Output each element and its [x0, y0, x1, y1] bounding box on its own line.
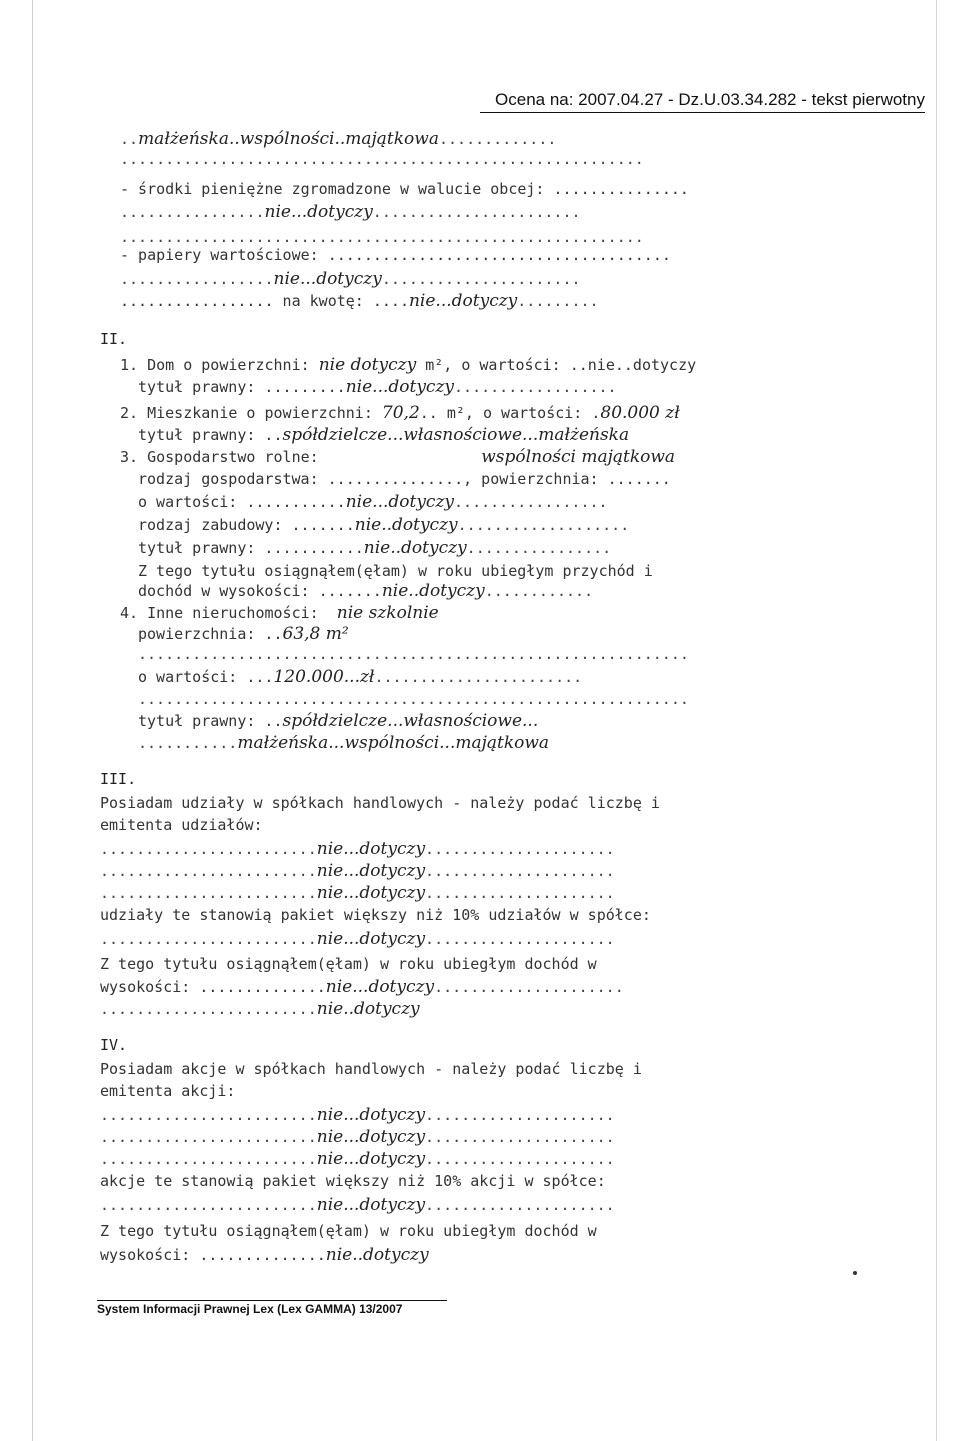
footer-text: System Informacji Prawnej Lex (Lex GAMMA) 13/2007 [97, 1302, 403, 1316]
line-kwota: ................. na kwotę: ....nie...dotyczy......... [120, 291, 599, 311]
line-srodki-answer: ................nie...dotyczy....................... [120, 202, 581, 222]
section-ii: II. [100, 330, 128, 348]
line-mieszkanie: 2. Mieszkanie o powierzchni: 70,2.. m², o wartości: .80.000 zł [120, 403, 680, 423]
line-udzialy-2: ........................nie...dotyczy..................... [100, 861, 615, 881]
line-emitenta-udzialow: emitenta udziałów: [100, 816, 263, 834]
line-akcje-pakiet-answer: ........................nie...dotyczy..................... [100, 1195, 615, 1215]
line-dochod: dochód w wysokości: .......nie..dotyczy............ [138, 581, 594, 601]
line-udzialy-pakiet-answer: ........................nie...dotyczy..................... [100, 929, 615, 949]
line-akcje-wysokosc: wysokości: ..............nie..dotyczy [100, 1245, 429, 1265]
line-akcje-1: ........................nie...dotyczy..................... [100, 1105, 615, 1125]
section-iii: III. [100, 770, 137, 788]
line-emitenta-akcji: emitenta akcji: [100, 1082, 236, 1100]
line-mieszkanie-tytul: tytuł prawny: ..spółdzielcze...własnościowe...małżeńska [138, 425, 630, 445]
page-header [480, 90, 925, 113]
line-dom: 1. Dom o powierzchni: nie dotyczy m², o wartości: ..nie..dotyczy [120, 355, 697, 375]
line-inne-wartosc: o wartości: ...120.000...zł....................... [138, 667, 583, 687]
line-rodzaj-zabudowy: rodzaj zabudowy: .......nie..dotyczy................... [138, 515, 630, 535]
line-udzialy: Posiadam udziały w spółkach handlowych - należy podać liczbę i [100, 794, 660, 812]
line-gospodarstwo: 3. Gospodarstwo rolne: wspólności majątkowa [120, 447, 676, 467]
line-inne: 4. Inne nieruchomości: nie szkolnie [120, 603, 439, 623]
line-gosp-tytul: tytuł prawny: ...........nie..dotyczy................ [138, 538, 612, 558]
scan-edge-right [936, 0, 937, 1441]
line-udzialy-1: ........................nie...dotyczy..................... [100, 839, 615, 859]
line-akcje-dochod: Z tego tytułu osiągnąłem(ęłam) w roku ubiegłym dochód w [100, 1222, 597, 1240]
line-akcje-2: ........................nie...dotyczy..................... [100, 1127, 615, 1147]
scan-edge-left [32, 0, 33, 1441]
line-akcje-3: ........................nie...dotyczy..................... [100, 1149, 615, 1169]
line-papiery-answer: .................nie...dotyczy...................... [120, 269, 581, 289]
line-akcje-pakiet: akcje te stanowią pakiet większy niż 10% akcji w spółce: [100, 1172, 606, 1190]
section-iv: IV. [100, 1036, 128, 1054]
page-footer [97, 1300, 447, 1316]
line-dots: .......................................................... [120, 228, 644, 246]
line-srodki: - środki pieniężne zgromadzone w walucie obcej: ............... [120, 180, 689, 198]
line-inne-tytul-cont: ...........małżeńska...wspólności...majątkowa [138, 733, 550, 753]
stray-mark [853, 1271, 857, 1275]
line-papiery: - papiery wartościowe: ...................................... [120, 246, 671, 264]
line-akcje: Posiadam akcje w spółkach handlowych - należy podać liczbę i [100, 1060, 642, 1078]
line-udzialy-3: ........................nie...dotyczy..................... [100, 883, 615, 903]
line-dots: ............................................................. [138, 645, 689, 663]
header-ocena: Ocena na: 2007.04.27 - Dz.U.03.34.282 - tekst pierwotny [495, 90, 925, 109]
line-powierzchnia: powierzchnia: ..63,8 m² [138, 624, 349, 644]
line-inne-tytul: tytuł prawny: ..spółdzielcze...własnościowe... [138, 711, 539, 731]
line-rodzaj-gosp: rodzaj gospodarstwa: ..............., powierzchnia: ....... [138, 470, 671, 488]
line-dom-tytul: tytuł prawny: .........nie...dotyczy.................. [138, 377, 617, 397]
line-udzialy-pakiet: udziały te stanowią pakiet większy niż 10% udziałów w spółce: [100, 906, 651, 924]
line-udzialy-wysokosc-2: ........................nie..dotyczy [100, 999, 420, 1019]
line-z-tego-tytulu: Z tego tytułu osiągnąłem(ęłam) w roku ubiegłym przychód i [138, 562, 653, 580]
line-malzenska: ..małżeńska..wspólności..majątkowa............. [120, 129, 557, 149]
line-dots: .......................................................... [120, 150, 644, 168]
line-udzialy-dochod: Z tego tytułu osiągnąłem(ęłam) w roku ubiegłym dochód w [100, 955, 597, 973]
line-dots: ............................................................. [138, 690, 689, 708]
line-o-wartosci: o wartości: ...........nie...dotyczy................. [138, 492, 608, 512]
line-udzialy-wysokosc: wysokości: ..............nie...dotyczy..................... [100, 977, 624, 997]
